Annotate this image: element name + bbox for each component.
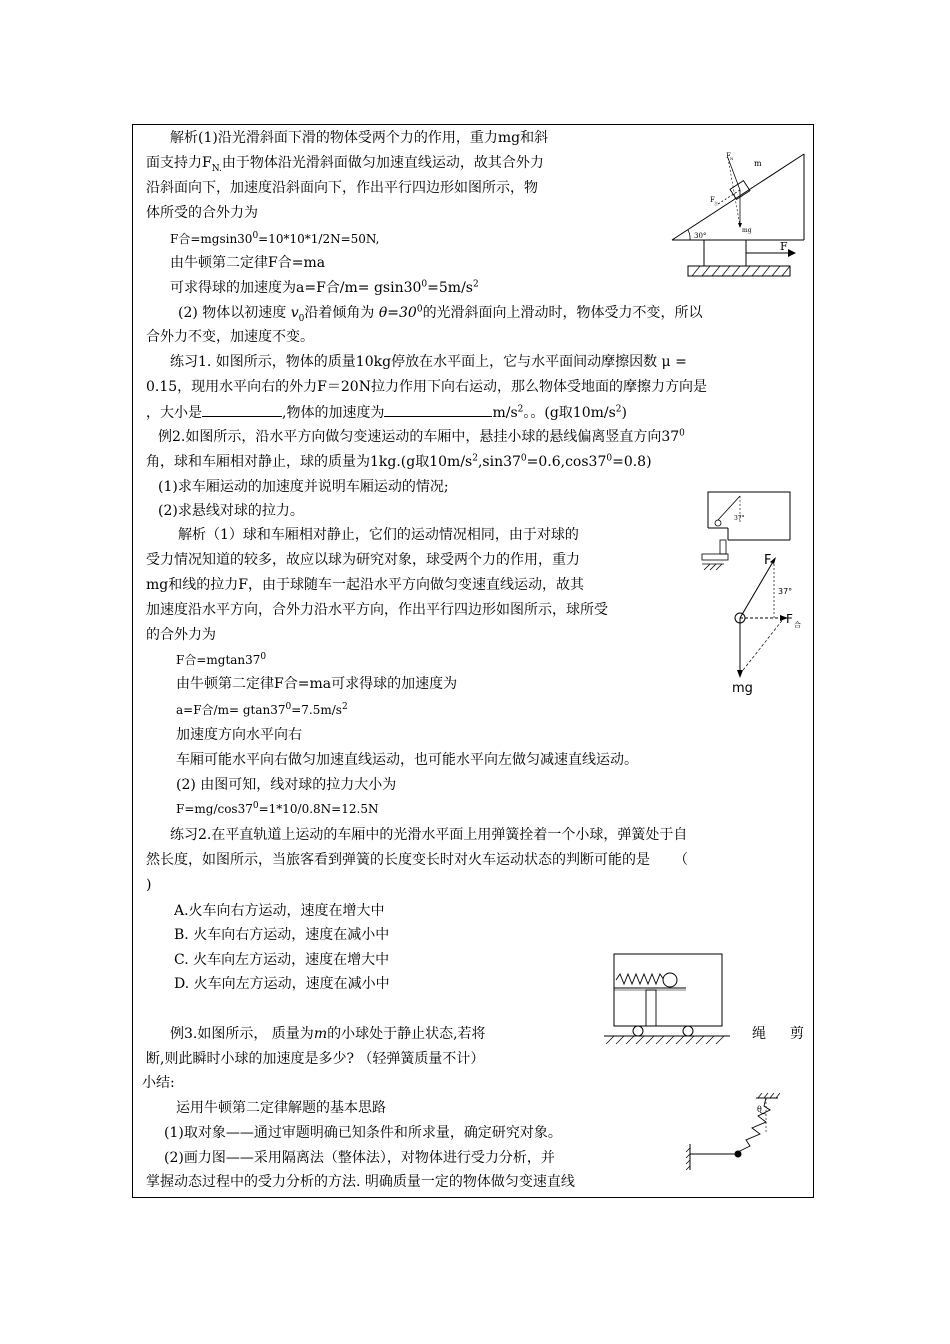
svg-text:N: N [730,156,734,161]
formula-line: F合$=mgtan37^0$ [176,652,267,667]
incline-angle-label: 30° [694,232,707,240]
answer-blank-acceleration[interactable] [384,404,492,417]
gravity-label: mg [742,227,752,234]
summary-line: 运用牛顿第二定律解题的基本思路 [176,1100,386,1116]
option-a[interactable]: A.火车向右方运动，速度在增大中 [174,903,385,919]
formula-line: F合$=mgsin30^0=10*10*1/2N=50N$, [170,231,380,246]
force-angle-label: 37° [778,587,793,596]
mass-label: m [754,159,762,168]
spring-rope-figure [686,1092,786,1172]
formula-line: 可求得球的加速度为a=F合$/m= gsin30^0=5m/s^2$ [170,279,479,296]
example2-analysis: 的合外力为 [146,627,216,643]
analysis-line: (2) 物体以初速度 $v_0$沿着倾角为 $\theta=30^0$的光滑斜面向上滑动时，物体受力不变，所以 [178,304,703,324]
example3-line: 例3.如图所示， 质量为m的小球处于静止状态,若将 [170,1026,486,1042]
net-force-label: F [710,196,715,204]
example2-analysis: 解析（1）球和车厢相对静止，它们的运动情况相同，由于对球的 [178,527,579,543]
gravity-label: mg [732,681,753,696]
summary-title: 小结: [142,1075,175,1091]
practice2-line: 练习2.在平直轨道上运动的车厢中的光滑水平面上用弹簧拴着一个小球，弹簧处于自 [170,827,688,843]
normal-force-label: F [726,152,731,160]
summary-line: (2)画力图——采用隔离法（整体法），对物体进行受力分析，并 [164,1150,555,1166]
example3-line: 断,则此瞬时小球的加速度是多少? （轻弹簧质量不计） [146,1051,485,1067]
example2-analysis: mg和线的拉力F，由于球随车一起沿水平方向做匀变速直线运动，故其 [146,577,584,593]
practice1-line: 练习1. 如图所示，物体的质量10kg停放在水平面上，它与水平面间动摩擦因数 μ = [170,354,687,370]
summary-line: (1)取对象——通过审题明确已知条件和所求量，确定研究对象。 [164,1125,562,1141]
answer-blank-friction[interactable] [202,404,282,417]
svg-text:合: 合 [714,201,718,206]
analysis-line: 解析(1)沿光滑斜面下滑的物体受两个力的作用，重力mg和斜 [170,130,549,146]
pulled-block-figure [684,236,804,278]
formula-line: $F=mg/\cos 37^0=1*10/0.8N=12.5N$ [176,801,379,816]
analysis-line: 合外力不变，加速度不变。 [146,329,314,345]
summary-line: 掌握动态过程中的受力分析的方法. 明确质量一定的物体做匀变速直线 [146,1174,575,1190]
formula-line: a=F合$/m= gtan37^0=7.5m/s^2$ [176,702,348,717]
formula-line: 由牛顿第二定律F合=ma [170,255,326,271]
example2-analysis: (2) 由图可知，线对球的拉力大小为 [176,777,397,793]
tension-label: F [764,553,772,568]
option-d[interactable]: D. 火车向左方运动，速度在减小中 [174,976,390,992]
pendulum-angle-label: 37° [734,515,745,522]
practice2-line: 然长度，如图所示，当旅客看到弹簧的长度变长时对火车运动状态的判断可能的是 （ [146,852,688,868]
theta-label: θ [757,1105,762,1114]
practice2-line: ) [146,877,152,893]
analysis-line: 体所受的合外力为 [146,205,258,221]
example3-word: 绳 [752,1026,766,1042]
practice1-line: 0.15，现用水平向右的外力F＝20N拉力作用下向右运动，那么物体受地面的摩擦力方向是 [146,379,707,395]
option-c[interactable]: C. 火车向左方运动，速度在增大中 [174,952,390,968]
practice1-line: ，大小是 ,物体的加速度为 $m/s^2$。。(g取$10m/s^2$) [146,404,627,421]
pull-force-label: F [780,240,788,253]
analysis-line: 沿斜面向下，加速度沿斜面向下，作出平行四边形如图所示，物 [146,180,538,196]
example2-question: (2)求悬线对球的拉力。 [158,503,304,519]
example2-line: 例2.如图所示，沿水平方向做匀变速运动的车厢中，悬挂小球的悬线偏离竖直方向$37^0$ [158,428,685,445]
formula-line: 由牛顿第二定律F合=ma可求得球的加速度为 [176,676,458,692]
svg-text:合: 合 [794,621,801,629]
example2-analysis: 加速度方向水平向右 [176,727,302,743]
example2-analysis: 车厢可能水平向右做匀加速直线运动，也可能水平向左做匀减速直线运动。 [176,752,638,768]
example2-analysis: 加速度沿水平方向，合外力沿水平方向，作出平行四边形如图所示，球所受 [146,602,608,618]
example2-line: 角，球和车厢相对静止，球的质量为1kg.(g取$10m/s^2,\sin 37^0=0.6,\cos 37^0=0.8$) [146,453,652,470]
incline-figure [668,146,808,246]
spring-car-figure [602,950,732,1050]
example3-word: 剪 [790,1026,804,1042]
net-force-label: F [786,612,793,626]
force-diagram-figure [700,548,810,696]
option-b[interactable]: B. 火车向右方运动，速度在减小中 [174,927,390,943]
example2-analysis: 受力情况知道的较多，故应以球为研究对象，球受两个力的作用，重力 [146,552,580,568]
analysis-line: 面支持力$F_{N.}$由于物体沿光滑斜面做匀加速直线运动，故其合外力 [146,155,544,174]
example2-question: (1)求车厢运动的加速度并说明车厢运动的情况; [158,479,449,495]
